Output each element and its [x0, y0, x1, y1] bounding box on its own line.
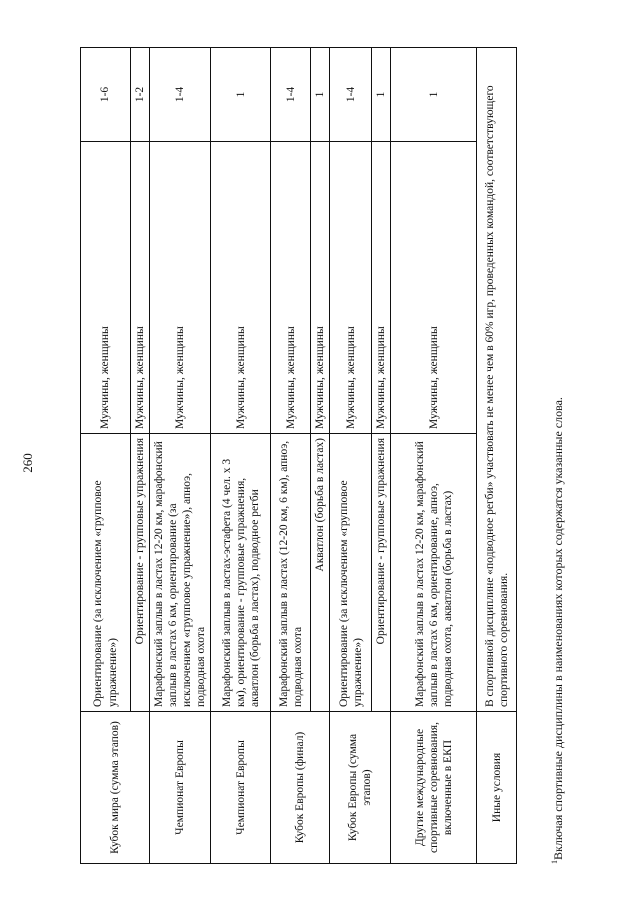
gender-cell: Мужчины, женщины	[391, 142, 477, 434]
discipline-cell: Ориентирование (за исключением «групповое упражнение»)	[330, 434, 372, 712]
footnote-text: Включая спортивные дисциплины в наименованиях которых содержатся указанные слова.	[551, 397, 565, 860]
table-row	[81, 48, 131, 864]
discipline-cell: Акватлон (борьба в ластах)	[311, 434, 330, 712]
gender-cell: Мужчины, женщины	[211, 142, 271, 434]
discipline-cell: Марафонский заплыв в ластах 12-20 км, марафонский заплыв в ластах 6 км, ориентирование (за исключением «групповое упражнение»), апноэ, подводная охота	[150, 434, 211, 712]
table-row	[211, 48, 271, 864]
places-cell: 1	[211, 48, 271, 142]
places-cell: 1-2	[131, 48, 150, 142]
table-row	[391, 48, 477, 864]
table-row	[271, 48, 311, 864]
footnote-marker: 1	[550, 860, 559, 864]
table-row	[330, 48, 372, 864]
gender-cell: Мужчины, женщины	[311, 142, 330, 434]
rotated-content	[20, 38, 610, 888]
discipline-cell: Ориентирование - групповые упражнения	[131, 434, 150, 712]
gender-cell: Мужчины, женщины	[150, 142, 211, 434]
places-cell: 1	[372, 48, 391, 142]
discipline-cell: Марафонский заплыв в ластах-эстафета (4 чел. х 3 км), ориентирование - групповые упражнения, акватлон (борьба в ластах), подводное регби	[211, 434, 271, 712]
sports-requirements-table	[80, 47, 517, 864]
competition-cell: Другие международные спортивные соревнования, включенные в ЕКП	[391, 712, 477, 864]
places-cell: 1-6	[81, 48, 131, 142]
gender-cell: Мужчины, женщины	[131, 142, 150, 434]
discipline-cell: Марафонский заплыв в ластах 12-20 км, марафонский заплыв в ластах 6 км, ориентирование, апноэ, подводная охота, акватлон (борьба в ластах)	[391, 434, 477, 712]
places-cell: 1	[391, 48, 477, 142]
gender-cell: Мужчины, женщины	[372, 142, 391, 434]
competition-cell: Чемпионат Европы	[211, 712, 271, 864]
places-cell: 1-4	[271, 48, 311, 142]
table-row	[477, 48, 517, 864]
places-cell: 1-4	[330, 48, 372, 142]
gender-cell: Мужчины, женщины	[81, 142, 131, 434]
competition-cell: Кубок мира (сумма этапов)	[81, 712, 150, 864]
footnote	[550, 48, 566, 864]
competition-cell: Иные условия	[477, 712, 517, 864]
discipline-cell: Ориентирование - групповые упражнения	[372, 434, 391, 712]
gender-cell: Мужчины, женщины	[271, 142, 311, 434]
gender-cell: Мужчины, женщины	[330, 142, 372, 434]
competition-cell: Кубок Европы (сумма этапов)	[330, 712, 391, 864]
table-row	[150, 48, 211, 864]
competition-cell: Кубок Европы (финал)	[271, 712, 330, 864]
page-number: 260	[20, 453, 35, 473]
conditions-cell: В спортивной дисциплине «подводное регби» участвовать не менее чем в 60% игр, проведенных командой, соответствующего спортивного соревнования.	[477, 48, 517, 712]
competition-cell: Чемпионат Европы	[150, 712, 211, 864]
places-cell: 1-4	[150, 48, 211, 142]
discipline-cell: Марафонский заплыв в ластах (12-20 км, 6 км), апноэ, подводная охота	[271, 434, 311, 712]
places-cell: 1	[311, 48, 330, 142]
discipline-cell: Ориентирование (за исключением «групповое упражнение»)	[81, 434, 131, 712]
